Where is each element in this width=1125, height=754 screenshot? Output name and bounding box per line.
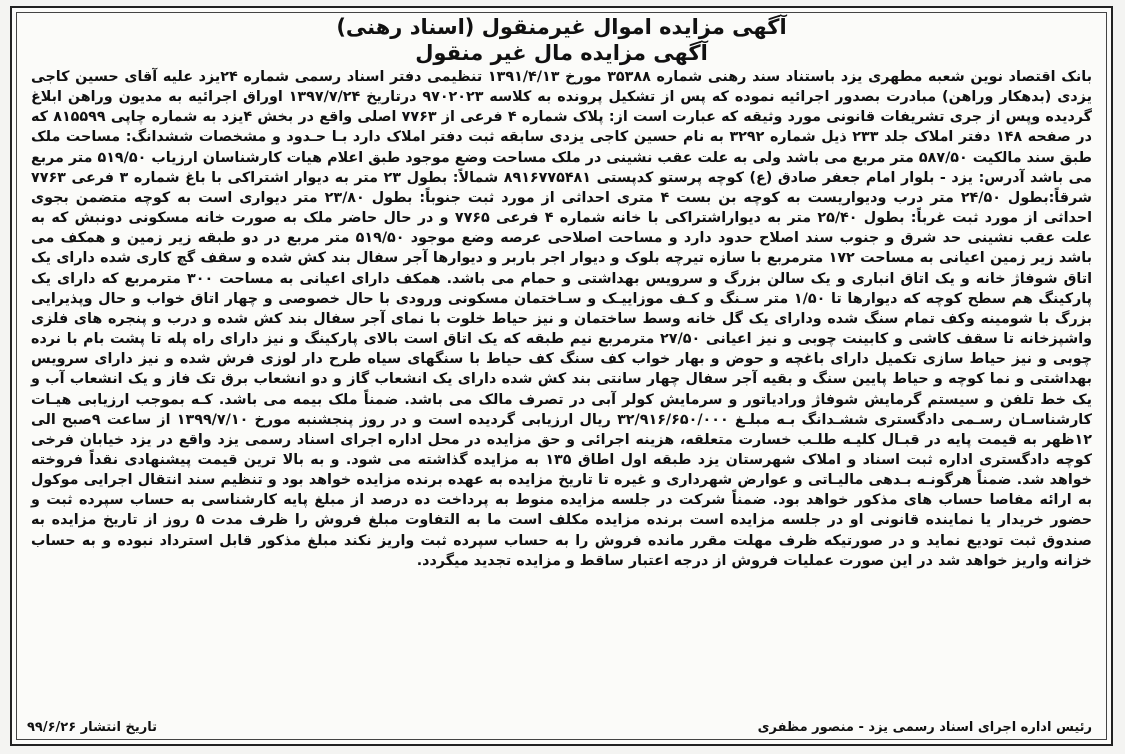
notice-frame bbox=[10, 6, 1113, 746]
notice-subtitle: آگهی مزایده مال غیر منقول bbox=[415, 41, 708, 65]
notice-title: آگهی مزایده اموال غیرمنقول (اسناد رهنی) bbox=[336, 15, 787, 39]
publish-date: تاریخ انتشار ۹۹/۶/۲۶ bbox=[27, 720, 157, 735]
signature: رئیس اداره اجرای اسناد رسمی یزد - منصور مظفری bbox=[757, 720, 1092, 735]
notice-inner-border bbox=[16, 12, 1107, 740]
notice-footer bbox=[27, 719, 1092, 737]
notice-body: بانک اقتصاد نوین شعبه مطهری یزد باستناد سند رهنی شماره ۳۵۳۸۸ مورخ ۱۳۹۱/۴/۱۳ تنظیمی دفتر اسناد رسمی شماره ۲۴یزد علیه آقای حسین کاجی یزدی (بدهکار وراهن) مبادرت بصدور اجرائیه نموده که پس از تشکیل پرونده به کلاسه ۹۷۰۲۰۲۳ درتاریخ ۱۳۹۷/۷/۲۴ اوراق اجرائیه به مدیون وراهن ابلاغ گردیده وپس از جری تشریفات قانونی مورد وثیقه که عبارت است از: پلاک شماره ۴ فرعی از ۷۷۶۳ اصلی واقع در بخش ۴یزد به شماره چاپی ۸۱۵۵۹۹ که در صفحه ۱۴۸ دفتر املاک جلد ۲۳۳ ذیل شماره ۳۲۹۲ به نام حسین کاجی یزدی سابقه ثبت دفتر املاک دارد بـا حـدود و مشخصات ششدانگ: مساحت ملک طبق سند مالکیت ۵۸۷/۵۰ متر مربع می باشد ولی به علت عقب نشینی در ملک مساحت وضع موجود طبق اعلام هیات کارشناسان ارزیاب ۵۱۹/۵۰ متر مربع می باشد آدرس: یزد - بلوار امام جعفر صادق (ع) کوچه پرستو کدپستی ۸۹۱۶۷۷۵۴۸۱ شمالاً: بطول ۲۳ متر به دیوار اشتراکی با باغ شماره ۳ فرعی ۷۷۶۳ شرقاً:بطول ۲۴/۵۰ متر درب ودیواریست به کوچه بن بست ۴ متری احداثی از مورد ثبت جنوباً: بطول ۲۳/۸۰ متر دیواری است به کوچه متضمن بجوی احداثی از مورد ثبت غرباً: بطول ۲۵/۴۰ متر به دیواراشتراکی با خانه شماره ۴ فرعی ۷۷۶۵ و در حال حاضر ملک به صورت خانه مسکونی دونبش که به علت عقب نشینی حد شرق و جنوب سند اصلاح حدود دارد و مساحت اصلاحی عرصه وضع موجود ۵۱۹/۵۰ متر مربع در دو طبقه زیر زمین و همکف می باشد زیر زمین اعیانی به مساحت ۱۷۲ مترمربع با سازه تیرچه بلوک و دیوار اجر باربر و دیوارها آجر سفال بند کش شده و سقف گچ کاری شده دارای یک اتاق شوفاژ خانه و یک اتاق انباری و یک سالن بزرگ و سرویس بهداشتی و حمام می باشد. همکف دارای اعیانی به مساحت ۳۰۰ مترمربع که دارای یک پارکینگ هم سطح کوچه که دیوارها تا ۱/۵۰ متر سـنگ و کـف موزاییـک و سـاختمان مسکونی ورودی با حال خصوصی و چهار اتاق خواب و حال وپذیرایی بزرگ با شومینه وکف تمام سنگ شده ودارای یک گل خانه وسط ساختمان و نیز حیاط خلوت با نمای آجر سفال بند کش شده و درب و پنجره های فلزی واشپزخانه تا سقف کاشی و کابینت چوبی و نیز اعیانی ۲۷/۵۰ مترمربع نیم طبقه که یک اتاق است بالای پارکینگ و نیز دارای راه پله تا پشت بام با نرده چوبی و نیز حیاط سازی تکمیل دارای باغچه و حوض و بهار خواب کف سنگ کف حیاط با سنگهای سیاه طرح دار لوزی فرش شده و نیز دارای سرویس بهداشتی و نما کوچه و حیاط پایین سنگ و بقیه آجر سفال چهار سانتی بند کش شده دارای یک انشعاب گاز و دو انشعاب برق تک فاز و یک انشعاب آب و یک خط تلفن و سیستم گرمایش شوفاژ ورادیاتور و سرمایش کولر آبی در تصرف مالک می باشد. ضمناً ملک بیمه می باشد. کـه بموجب ارزیابی هیـات کارشناسـان رسـمی دادگستری ششـدانگ بـه مبلـغ ۳۲/۹۱۶/۶۵۰/۰۰۰ ریال ارزیابی گردیده است و در روز پنجشنبه مورخ ۱۳۹۹/۷/۱۰ از ساعت ۹صبح الی ۱۲ظهر به قیمت پایه در قبـال کلیـه طلـب خسارت متعلقه، هزینه اجرائی و حق مزایده در محل اداره اجرای اسناد رسمی یزد واقع در یزد خیابان فرخی کوچه دادگستری اداره ثبت اسناد و املاک شهرستان یزد طبقه اول اطاق ۱۳۵ به مزایده گذاشته می شود. و به بالا ترین قیمت پیشنهادی نقداً فروخته خواهد شد. ضمناً هرگونـه بـدهی مالیـاتی و عوارض شهرداری و غیره تا تاریخ مزایده به عهده برنده مزایده خواهد بود و تنظیم سند انتقال اجرایی موکول به ارائه مفاصا حساب های مذکور خواهد بود. ضمناً شرکت در جلسه مزایده منوط به پرداخت ده درصد از مبلغ پایه کارشناسی به حساب سپرده ثبت و حضور خریدار یا نماینده قانونی او در جلسه مزایده است برنده مزایده مکلف است ما به التفاوت مبلغ فروش را ظرف مدت ۵ روز از تاریخ مزایده به صندوق ثبت تودیع نماید و در صورتیکه ظرف مهلت مقرر مانده فروش را به حساب سپرده ثبت واریز نکند مبلغ مذکور قابل استرداد نبوده و به حساب خزانه واریز خواهد شد در این صورت عملیات فروش از درجه اعتبار ساقط و مزایده تجدید میگردد. bbox=[31, 69, 1092, 569]
